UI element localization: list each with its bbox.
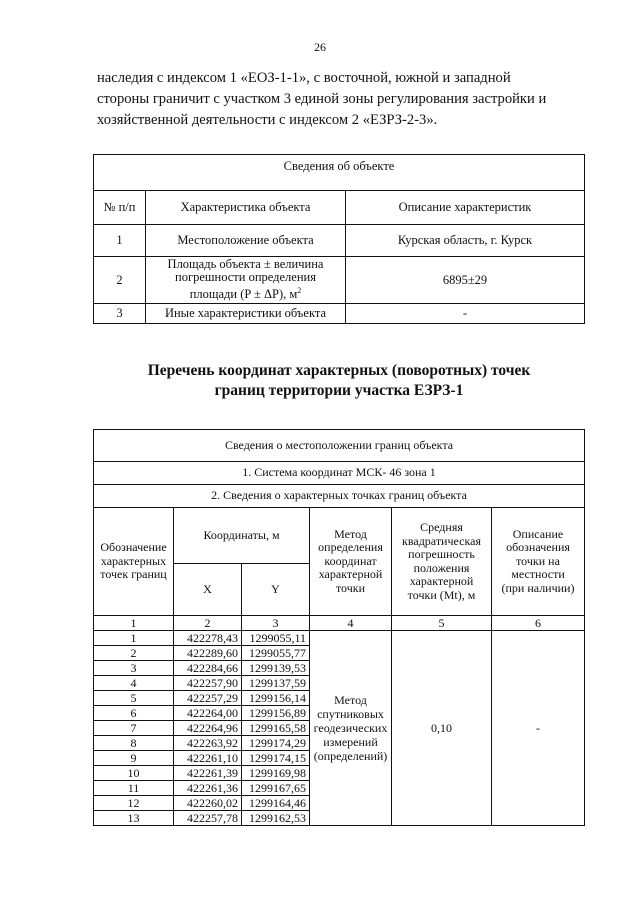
point-y: 1299137,59 — [242, 676, 310, 691]
point-x: 422257,78 — [174, 811, 242, 826]
points-section-title: 2. Сведения о характерных точках границ объекта — [94, 485, 585, 508]
method-line: (определений) — [313, 749, 388, 763]
header-error — [392, 508, 492, 616]
point-x: 422289,60 — [174, 646, 242, 661]
heading-line: границ территории участка ЕЗРЗ-1 — [214, 382, 464, 399]
point-y: 1299055,77 — [242, 646, 310, 661]
point-y: 1299165,58 — [242, 721, 310, 736]
point-y: 1299139,53 — [242, 661, 310, 676]
heading-line: Перечень координат характерных (поворотных) точек — [147, 362, 531, 379]
row-description: 6895±29 — [346, 257, 585, 304]
area-unit-superscript: 2 — [297, 286, 302, 296]
point-y: 1299162,53 — [242, 811, 310, 826]
header-line: местности — [511, 567, 565, 582]
column-number: 4 — [310, 616, 392, 631]
point-y: 1299055,11 — [242, 631, 310, 646]
point-number: 13 — [94, 811, 174, 826]
header-line: Обозначение — [100, 540, 167, 555]
point-y: 1299167,65 — [242, 781, 310, 796]
point-x: 422278,43 — [174, 631, 242, 646]
intro-line: хозяйственной деятельности с индексом 2 «ЕЗРЗ-2-3». — [97, 112, 438, 128]
method-line: Метод — [334, 693, 367, 707]
method-line: геодезических — [313, 721, 388, 735]
coordinates-heading — [93, 361, 585, 401]
header-line: точек границ — [100, 567, 167, 582]
header-line: Описание — [512, 526, 564, 541]
point-number: 10 — [94, 766, 174, 781]
intro-line: стороны граничит с участком 3 единой зоны регулирования застройки и — [97, 91, 547, 107]
point-x: 422260,02 — [174, 796, 242, 811]
point-number: 5 — [94, 691, 174, 706]
header-line: (при наличии) — [501, 580, 575, 595]
coord-table-title: Сведения о местоположении границ объекта — [94, 430, 585, 462]
point-number: 12 — [94, 796, 174, 811]
point-x: 422261,39 — [174, 766, 242, 781]
point-x: 422264,96 — [174, 721, 242, 736]
row-number: 3 — [94, 304, 146, 324]
row-number: 2 — [94, 257, 146, 304]
error-value: 0,10 — [392, 631, 492, 826]
row-characteristic: Местоположение объекта — [146, 225, 346, 257]
column-number: 6 — [492, 616, 585, 631]
point-x: 422257,29 — [174, 691, 242, 706]
object-table-title: Сведения об объекте — [94, 155, 585, 191]
column-number: 2 — [174, 616, 242, 631]
header-line: Метод — [334, 526, 367, 541]
method-line: измерений — [323, 735, 378, 749]
characteristic-line: Площадь объекта ± величина — [167, 257, 324, 272]
row-description: - — [346, 304, 585, 324]
header-coordinates: Координаты, м — [174, 508, 310, 564]
header-line: точки — [335, 580, 366, 595]
point-y: 1299174,29 — [242, 736, 310, 751]
header-number: № п/п — [94, 191, 146, 225]
header-line: характерной — [409, 574, 474, 588]
method-value — [310, 631, 392, 826]
header-y: Y — [242, 564, 310, 616]
header-characteristic: Характеристика объекта — [146, 191, 346, 225]
header-line: определения — [318, 540, 383, 555]
point-x: 422284,66 — [174, 661, 242, 676]
row-number: 1 — [94, 225, 146, 257]
row-characteristic: Иные характеристики объекта — [146, 304, 346, 324]
header-line: квадратическая — [402, 533, 481, 548]
header-line: точки на — [516, 553, 560, 568]
header-line: положения — [413, 560, 470, 575]
column-number: 3 — [242, 616, 310, 631]
point-y: 1299156,89 — [242, 706, 310, 721]
point-number: 8 — [94, 736, 174, 751]
characteristic-line-text: площади (P ± ΔP), м — [189, 287, 298, 302]
column-number: 5 — [392, 616, 492, 631]
point-description-value: - — [492, 631, 585, 826]
row-description: Курская область, г. Курск — [346, 225, 585, 257]
point-number: 6 — [94, 706, 174, 721]
column-number: 1 — [94, 616, 174, 631]
header-line: Средняя — [420, 520, 463, 534]
point-x: 422263,92 — [174, 736, 242, 751]
object-info-table — [93, 154, 585, 324]
point-number: 3 — [94, 661, 174, 676]
characteristic-line — [148, 284, 343, 301]
point-number: 2 — [94, 646, 174, 661]
page-number: 26 — [314, 40, 326, 54]
header-line: погрешность — [408, 547, 475, 561]
point-x: 422261,36 — [174, 781, 242, 796]
point-x: 422261,10 — [174, 751, 242, 766]
row-characteristic — [146, 257, 346, 304]
header-line: характерных — [100, 553, 167, 568]
header-line: точки (Mt), м — [407, 587, 476, 602]
point-y: 1299156,14 — [242, 691, 310, 706]
point-x: 422257,90 — [174, 676, 242, 691]
point-number: 1 — [94, 631, 174, 646]
coordinate-system: 1. Система координат МСК- 46 зона 1 — [94, 462, 585, 485]
header-line: координат — [324, 553, 377, 568]
point-number: 9 — [94, 751, 174, 766]
point-number: 11 — [94, 781, 174, 796]
header-line: характерной — [318, 567, 383, 582]
header-description: Описание характеристик — [346, 191, 585, 225]
point-x: 422264,00 — [174, 706, 242, 721]
point-number: 7 — [94, 721, 174, 736]
header-x: X — [174, 564, 242, 616]
point-number: 4 — [94, 676, 174, 691]
point-y: 1299169,98 — [242, 766, 310, 781]
point-y: 1299164,46 — [242, 796, 310, 811]
point-y: 1299174,15 — [242, 751, 310, 766]
header-line: обозначения — [506, 540, 570, 555]
header-method — [310, 508, 392, 616]
intro-paragraph — [97, 68, 584, 131]
intro-line: наследия с индексом 1 «ЕОЗ-1-1», с восточной, южной и западной — [97, 70, 511, 86]
characteristic-line: погрешности определения — [175, 270, 316, 285]
coordinates-table — [93, 429, 585, 826]
header-designation — [94, 508, 174, 616]
method-line: спутниковых — [317, 707, 384, 721]
header-point-description — [492, 508, 585, 616]
